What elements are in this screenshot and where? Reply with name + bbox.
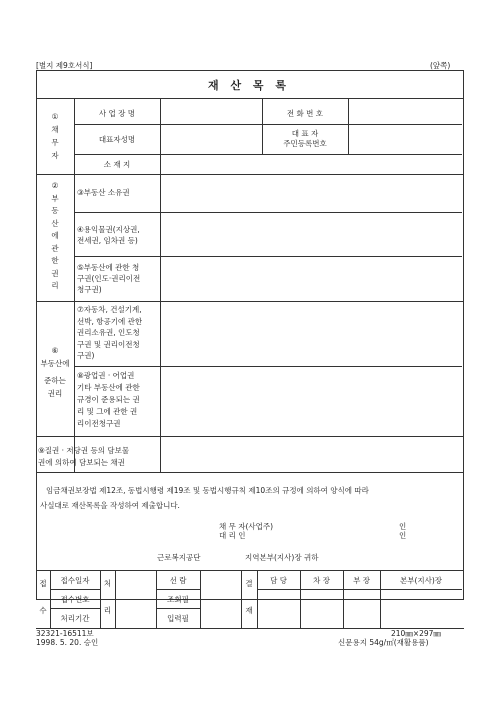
agent-seal: 인 xyxy=(399,531,407,540)
approval-staff: 담 당 xyxy=(270,576,287,585)
statement-line1: 임금채권보장법 제12조, 동법시행령 제19조 및 동법시행규칙 제10조의 규정에 의하여 양식에 따라 xyxy=(46,486,369,495)
approval-label-2: 재 xyxy=(245,606,253,615)
page-side-label: (앞쪽) xyxy=(430,61,451,70)
receipt-label-2: 수 xyxy=(39,606,47,615)
inquiry-done-label: 조회필 xyxy=(167,595,189,604)
page-title: 재 산 목 록 xyxy=(208,79,290,92)
debtor-label: ① 채 무 자 xyxy=(51,112,59,160)
receipt-date-label: 접수일자 xyxy=(60,576,90,585)
approval-manager: 부 장 xyxy=(353,576,370,585)
reviewed-label: 선 람 xyxy=(169,576,187,585)
vehicle-rights-label: ⑦자동차, 건설기계, 선박, 항공기에 관한 권리소유권, 인도청 구권 및 권리이전청 구권) xyxy=(77,305,143,360)
approval-label-1: 결 xyxy=(245,579,253,588)
statement-line2: 사실대로 재산목록을 작성하여 제출합니다. xyxy=(40,501,180,510)
receipt-number-label: 접수번호 xyxy=(60,595,90,604)
approval-deputy: 차 장 xyxy=(313,576,330,585)
secured-claim-label: ⑨질권 · 저당권 등의 담보물 권에 의하여 담보되는 채권 xyxy=(38,446,130,467)
processing-period-label: 처리기간 xyxy=(60,614,90,623)
paper-size: 210㎜×297㎜ xyxy=(391,629,441,638)
realty-rights-label: ② 부 동 산 에 관 한 권 리 xyxy=(51,181,59,290)
quasi-realty-label: ⑥ 부동산에 준하는 권리 xyxy=(40,346,70,398)
input-done-label: 입력필 xyxy=(167,614,189,623)
agent-sign: 대 리 인 xyxy=(219,531,246,540)
representative-label: 대표자성명 xyxy=(98,135,136,144)
approval-head: 본부(지사)장 xyxy=(399,576,443,585)
debtor-business-sign: 채 무 자(사업주) xyxy=(219,522,274,531)
rep-id-label-line2: 주민등록번호 xyxy=(283,139,327,148)
realty-claim-label: ⑤부동산에 관한 청 구권(인도·권리이전 청구권) xyxy=(77,263,141,294)
business-name-label: 사 업 장 명 xyxy=(98,109,136,118)
phone-label: 전 화 번 호 xyxy=(286,109,324,118)
rep-id-label-line1: 대 표 자 xyxy=(291,129,319,138)
address-label: 소 재 지 xyxy=(103,160,131,169)
paper-type: 신문용지 54g/㎡(재활용품) xyxy=(338,638,429,647)
recipient-branch: 지역본부(지사)장 귀하 xyxy=(245,553,319,562)
debtor-seal: 인 xyxy=(399,522,407,531)
recipient-org: 근로복지공단 xyxy=(157,553,201,562)
form-number: [별지 제9호서식] xyxy=(36,61,93,70)
approval-date: 1998. 5. 20. 승인 xyxy=(36,638,99,647)
process-label-2: 리 xyxy=(103,606,112,615)
form-code: 32321-16511보 xyxy=(36,629,94,638)
process-label-1: 처 xyxy=(103,579,112,588)
realty-ownership-label: ③부동산 소유권 xyxy=(77,188,130,197)
receipt-label-1: 접 xyxy=(39,579,47,588)
usufruct-rights-label: ④용익물권(지상권, 전세권, 임차권 등) xyxy=(77,225,140,245)
mining-rights-label: ⑧광업권 · 어업권 기타 부동산에 관한 규경이 준용되는 권 리 및 그에 관한 권 리이전청구권 xyxy=(77,371,140,428)
